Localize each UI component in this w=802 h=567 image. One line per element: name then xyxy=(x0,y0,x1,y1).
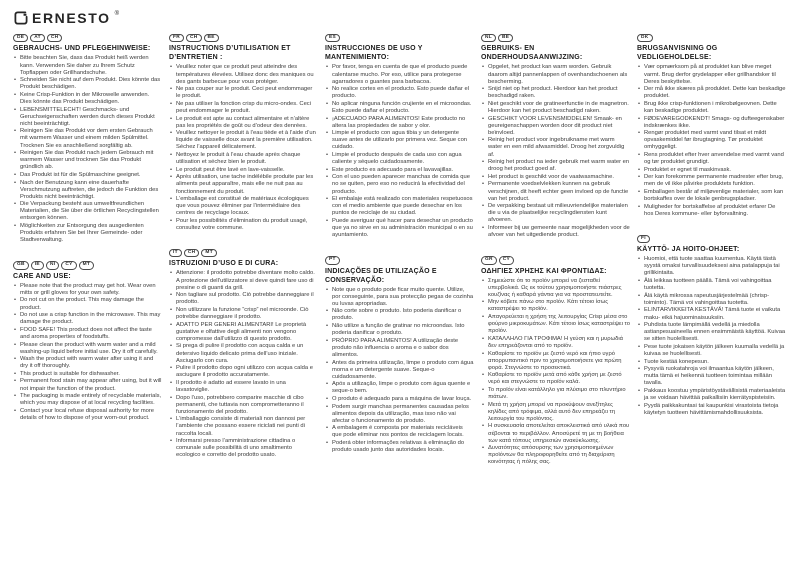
country-code-badge-it: IT xyxy=(169,249,182,257)
instruction-item: • Μετά τη χρήση μπορεί να προκύψουν ανεξίτηλες κηλίδες από τρόφιμα, αλλά αυτό δεν επηρεάζει τη λειτουργία του προϊόντος. xyxy=(481,402,630,423)
instruction-item: • Nettoyez le produit à l’eau chaude après chaque utilisation et séchez bien le produit. xyxy=(169,152,318,166)
instruction-item: • Niet geschikt voor de gratineerfunctie in de magnetron. Hierdoor kan het product beschadigd raken. xyxy=(481,101,630,115)
instruction-item: • Καθαρίστε το προϊόν μετά από κάθε χρήση με ζεστό νερό και στεγνώστε το προϊόν καλά. xyxy=(481,372,630,386)
language-code-badges xyxy=(325,30,474,42)
language-code-badges xyxy=(169,30,318,42)
language-code-badges xyxy=(13,30,162,42)
instruction-item: • Älä leikkaa tuotteen päällä. Tämä voi vahingoittaa tuotetta. xyxy=(637,278,786,292)
instruction-item: • Attenzione: il prodotto potrebbe diventare molto caldo. A protezione dell’utilizzatore si deve quindi fare uso di presine o di guanti da grill. xyxy=(169,270,318,291)
instruction-item: • Após a utilização, limpe o produto com água quente e seque-o bem. xyxy=(325,381,474,395)
instruction-item: • Il prodotto è adatto ad essere lavato in una lavastoviglie. xyxy=(169,380,318,394)
column-3 xyxy=(325,30,474,480)
instruction-item: • Pysyviä ruokatahroja voi ilmaantua käytön jälkeen, mutta tämä ei heikennä tuotteen toimintaa millään tavalla. xyxy=(637,366,786,387)
instruction-item: • No realice cortes en el producto. Esto puede dañar el producto. xyxy=(325,86,474,100)
instruction-item: • Das Produkt ist für die Spülmaschine geeignet. xyxy=(13,172,162,179)
instruction-item: • PRÓPRIO PARA ALIMENTOS! A utilização deste produto não influencia o aroma e o sabor dos alimentos. xyxy=(325,338,474,359)
language-code-badges xyxy=(637,231,786,243)
instruction-item: • Rens produktet efter hver anvendelse med varmt vand og tør produktet grundigt. xyxy=(637,152,786,166)
country-code-badge-be: BE xyxy=(498,34,513,42)
section-heading: BRUGSANVISNING OG VEDLIGEHOLDELSE: xyxy=(637,45,718,62)
instruction-item: • Reinigen Sie das Produkt nach jedem Gebrauch mit warmem Wasser und trocknen Sie das Produkt gründlich ab. xyxy=(13,150,162,171)
instruction-item: • Non tagliare sul prodotto. Ciò potrebbe danneggiare il prodotto. xyxy=(169,292,318,306)
language-code-badges xyxy=(325,252,474,264)
instruction-item: • Rengør produktet med varmt vand tilsat et mildt opvaskemiddel før ibrugtagning. Tør produktet omhyggeligt. xyxy=(637,130,786,151)
language-section-es xyxy=(325,30,474,239)
language-code-badges xyxy=(637,30,786,42)
instruction-item: • A embalagem é composta por materiais recicláveis que pode eliminar nos pontos de reciclagem locais. xyxy=(325,425,474,439)
instruction-item: • Vær opmærksom på at produktet kan blive meget varmt. Brug derfor grydelapper eller grillhandsker til Deres beskyttelse. xyxy=(637,64,786,85)
section-heading: GEBRUIKS- EN ONDERHOUDSAANWIJZING: xyxy=(481,45,583,62)
country-code-badge-mt: MT xyxy=(79,261,95,269)
instruction-item: • L’imballaggio consiste di materiali non dannosi per l’ambiente che possano essere riciclati nei punti di raccolta locali. xyxy=(169,416,318,437)
instruction-item: • Muligheder for bortskaffelse af produktet erfarer De hos Deres kommune- eller byforvaltning. xyxy=(637,204,786,218)
language-section-gb-ie-ni-cy-mt xyxy=(13,257,162,422)
instruction-item: • Δυνατότητες απόσυρσης των χρησιμοποιημένων προϊόντων θα πληροφορηθείτε από τη διαχείριση κοινότητας ή πόλης σας. xyxy=(481,445,630,466)
language-code-badges xyxy=(13,257,162,269)
instruction-item: • This product is suitable for dishwasher. xyxy=(13,371,162,378)
instruction-item: • Après utilisation, une tache indélébile produite par les aliments peut apparaître, mais elle ne nuit pas au fonctionnement du produit. xyxy=(169,174,318,195)
language-section-pt xyxy=(325,252,474,454)
language-section-fi xyxy=(637,231,786,417)
country-code-badge-ie: IE xyxy=(31,261,44,269)
section-heading: ΟΔΗΓΙΕΣ ΧΡΗΣΗΣ ΚΑΙ ΦΡΟΝΤΙΔΑΣ: xyxy=(481,267,607,275)
instruction-item: • ΚΑΤΑΛΛΗΛΟ ΓΙΑ ΤΡΟΦΙΜΑ! Η γεύση και η μυρωδιά δεν επηρεάζονται από το προϊόν. xyxy=(481,336,630,350)
instruction-item: • GESCHIKT VOOR LEVENSMIDDELEN! Smaak- en geureigenschappen worden door dit product niet beïnvloed. xyxy=(481,116,630,137)
instruction-item: • Απαγορεύεται η χρήση της λειτουργίας Crisp μέσα στο φούρνο μικροκυμάτων. Κάτι τέτοιο ίσως καταστρέψει το προϊόν. xyxy=(481,314,630,335)
instruction-item: • Der kan forekomme permanente madrester efter brug, men de vil ikke påvirke produktets funktion. xyxy=(637,174,786,188)
section-heading: INDICAÇÕES DE UTILIZAÇÃO E CONSERVAÇÃO: xyxy=(325,267,437,284)
country-code-badge-fr: FR xyxy=(169,34,184,42)
instruction-item: • Le produit est apte au contact alimentaire et n’altère pas les propriétés de goût ou d’odeur des denrées. xyxy=(169,116,318,130)
instruction-item: • Schneiden Sie nicht auf dem Produkt. Dies könnte das Produkt beschädigen. xyxy=(13,77,162,91)
instruction-item: • Le produit peut être lavé en lave-vaisselle. xyxy=(169,167,318,174)
instruction-item: • Die Verpackung besteht aus umweltfreundlichen Materialien, die Sie über die örtlichen Recyclingstellen entsorgen können. xyxy=(13,201,162,222)
instruction-item: • Snijd niet op het product. Hierdoor kan het product beschadigd raken. xyxy=(481,86,630,100)
instruction-item: • Bitte beachten Sie, dass das Produkt heiß werden kann. Verwenden Sie daher zu Ihrem Schutz Topflappen oder Grillhandschuhe. xyxy=(13,55,162,76)
instruction-item: • De verpakking bestaat uit milieuvriendelijke materialen die u via de plaatselijke recyclingdiensten kunt afvoeren. xyxy=(481,203,630,224)
column-5 xyxy=(637,30,786,480)
instruction-item: • Tuote kestää konepesun. xyxy=(637,359,786,366)
section-heading: KÄYTTÖ- JA HOITO-OHJEET: xyxy=(637,246,740,254)
instruction-item: • Permanent food stain may appear after using, but it will not impair the function of the product. xyxy=(13,378,162,392)
instruction-item: • Ne pas utiliser la fonction crisp du micro-ondes. Ceci peut endommager le produit. xyxy=(169,101,318,115)
brand-name: ERNESTO xyxy=(32,10,111,26)
country-code-badge-be: BE xyxy=(204,34,219,42)
instruction-item: • Antes da primeira utilização, limpe o produto com água morna e um detergente suave. Seque-o cuidadosamente. xyxy=(325,360,474,381)
instruction-item: • Note que o produto pode ficar muito quente. Utilize, por conseguinte, para sua protecção pegas de cozinha ou luvas apropriadas. xyxy=(325,287,474,308)
instruction-item: • Não corte sobre o produto. Isto poderia danificar o produto. xyxy=(325,308,474,322)
instruction-item: • Älä käytä mikrossa rapeutusjärjestelmää (chrisp-toiminto). Tämä voi vahingoittaa tuotetta. xyxy=(637,293,786,307)
instruction-item: • Please clean the product with warm water and a mild washing-up liquid before initial use. Dry it off carefully. xyxy=(13,342,162,356)
country-code-badge-ch: CH xyxy=(47,34,63,42)
instruction-item: • Η συσκευασία αποτελείται αποκλειστικά από υλικά που σέβονται το περιβάλλον. Αποσύρετέ τη με τη βοήθεια των κατά τόπους υπηρεσιών ανακύκλωσης. xyxy=(481,423,630,444)
section-heading: GEBRAUCHS- UND PFLEGEHINWEISE: xyxy=(13,45,151,53)
instruction-item: • Informeer bij uw gemeente naar mogelijkheden voor de afvoer van het uitgediende product. xyxy=(481,225,630,239)
column-2 xyxy=(169,30,318,480)
instruction-item: • ADATTO PER GENERI ALIMENTARI! Le proprietà gustative e olfattive degli alimenti non vengono compromesse dall’utilizzo di questo prodotto. xyxy=(169,322,318,343)
instruction-item: • Opgelet, het product kan warm worden. Gebruik daarom altijd pannenlappen of ovenhandschoenen als bescherming. xyxy=(481,64,630,85)
column-1 xyxy=(13,30,162,480)
instruction-item: • Si prega di pulire il prodotto con acqua calda e un detersivo liquido delicato prima dell’uso iniziale. Asciugarlo con cura. xyxy=(169,343,318,364)
instruction-item: • Limpie el producto después de cada uso con agua caliente y séquelo cuidadosamente. xyxy=(325,152,474,166)
instruction-item: • Este producto es adecuado para el lavavajillas. xyxy=(325,167,474,174)
country-code-badge-fi: FI xyxy=(637,235,650,243)
section-heading: CARE AND USE: xyxy=(13,272,71,280)
country-code-badge-pt: PT xyxy=(325,256,340,264)
instruction-item: • Σημειώστε ότι το προϊόν μπορεί να ζεσταθεί υπερβολικά. Ως εκ τούτου χρησιμοποιήστε πιάστρες κουζίνας ή καθαρά γάντια για να προστατευτείτε. xyxy=(481,278,630,299)
instruction-item: • Καθαρίστε το προϊόν με ζεστό νερό και ήπιο υγρό απορρυπαντικό πριν το χρησιμοποιήσετε για πρώτη φορά. Στεγνώστε το προσεκτικά. xyxy=(481,351,630,372)
instruction-item: • El embalaje está realizado con materiales respetuosos con el medio ambiente que puede desechar en los puntos de reciclaje de su ciudad. xyxy=(325,196,474,217)
instruction-item: • Do not use a crisp function in the microwave. This may damage the product. xyxy=(13,312,162,326)
ernesto-pot-icon xyxy=(13,10,29,26)
section-heading: INSTRUCCIONES DE USO Y MANTENIMIENTO: xyxy=(325,45,423,62)
instruction-item: • Brug ikke crisp-funktionen i mikrobølgeovnen. Dette kan beskadige produktet. xyxy=(637,101,786,115)
instruction-item: • Der må ikke skæres på produktet. Dette kan beskadige produktet. xyxy=(637,86,786,100)
instruction-item: • L’emballage est constitué de matériaux écologiques que vous pouvez éliminer par l’intermédiaire des centres de recyclage locaux. xyxy=(169,196,318,217)
instruction-item: • Do not cut on the product. This may damage the product. xyxy=(13,297,162,311)
instruction-item: • O produto é adequado para a máquina de lavar louça. xyxy=(325,396,474,403)
instruction-item: • Veuillez noter que ce produit peut atteindre des températures élevées. Utilisez donc des maniques ou des gants barbecue pour vous protéger. xyxy=(169,64,318,85)
language-section-de-at-ch xyxy=(13,30,162,244)
instruction-item: • Pour les possibilités d’élimination du produit usagé, consultez votre commune. xyxy=(169,218,318,232)
country-code-badge-gb: GB xyxy=(13,261,29,269)
country-code-badge-ch: CH xyxy=(184,249,200,257)
instruction-item: • Pulire il prodotto dopo ogni utilizzo con acqua calda e asciugare il prodotto accuratamente. xyxy=(169,365,318,379)
country-code-badge-ni: NI xyxy=(46,261,59,269)
language-section-nl-be xyxy=(481,30,630,239)
instruction-item: • Informarsi presso l’amministrazione cittadina o comunale sulle possibilità di uno smaltimento ecologico e corretto del prodotto usato. xyxy=(169,438,318,459)
instruction-item: • The packaging is made entirely of recyclable materials, which you may dispose of at local recycling facilities. xyxy=(13,393,162,407)
instruction-item: • Please note that the product may get hot. Wear oven mitts or grill gloves for your own safety. xyxy=(13,283,162,297)
instruction-item: • No aplicar ninguna función crujiente en el microondas. Esto puede dañar el producto. xyxy=(325,101,474,115)
instruction-item: • Pakkaus koostuu ympäristöystävällisistä materiaaleista ja se voidaan hävittää paikallisiin kierrätyspisteisiin. xyxy=(637,388,786,402)
language-code-badges xyxy=(169,245,318,257)
language-columns xyxy=(13,30,786,480)
instruction-item: • FØDEVAREGODKENDT! Smags- og dufteegenskaber indskrænkes ikke. xyxy=(637,116,786,130)
instruction-item: • Poderá obter informações relativas à eliminação do produto usado junto das autoridades locais. xyxy=(325,440,474,454)
instruction-item: • Het product is geschikt voor de vaatwasmachine. xyxy=(481,174,630,181)
country-code-badge-ch: CH xyxy=(186,34,202,42)
instruction-item: • Pyydä paikkakuntasi tai kaupunkisi virastoista tietoja käytetyn tuotteen hävittämismahdollisuuksista. xyxy=(637,403,786,417)
instruction-item: • Produktet er egnet til maskinvask. xyxy=(637,167,786,174)
instruction-item: • Μην κόβετε πάνω στο προϊόν. Κάτι τέτοιο ίσως καταστρέψει το προϊόν. xyxy=(481,299,630,313)
instruction-item: • Reinig het product na ieder gebruik met warm water en droog het product goed af. xyxy=(481,159,630,173)
instruction-item: • ELINTARVIKKEITA KESTÄVÄ! Tämä tuote ei vaikuta maku- eikä hajuominaisuuksiin. xyxy=(637,307,786,321)
instruction-item: • Non utilizzare la funzione “crisp” nel microonde. Ciò potrebbe danneggiare il prodotto. xyxy=(169,307,318,321)
instruction-item: • Puhdista tuote lämpimällä vedellä ja miedolla astianpesuaineella ennen ensimmäistä käyttöä. Kuivaa se sitten huolellisesti. xyxy=(637,322,786,343)
instruction-item: • Huomioi, että tuote saattaa kuumentua. Käytä tästä syystä omaksi turvallisuudeksesi aina patalappuja tai grillikintaita. xyxy=(637,256,786,277)
instruction-item: • Reinigen Sie das Produkt vor dem ersten Gebrauch mit warmem Wasser und einem milden Spülmittel. Trocknen Sie es anschließend sorgfältig ab. xyxy=(13,128,162,149)
country-code-badge-nl: NL xyxy=(481,34,496,42)
instruction-item: • Contact your local refuse disposal authority for more details of how to dispose of your worn-out product. xyxy=(13,408,162,422)
instruction-item: • Podem surgir manchas permanentes causadas pelos alimentos depois da utilização, mas isso não vai afectar o funcionamento do produto. xyxy=(325,404,474,425)
country-code-badge-dk: DK xyxy=(637,34,653,42)
section-heading: ISTRUZIONI D’USO E DI CURA: xyxy=(169,260,279,268)
country-code-badge-de: DE xyxy=(13,34,28,42)
country-code-badge-at: AT xyxy=(30,34,45,42)
instruction-item: • Con el uso pueden aparecer manchas de comida que no se quiten, pero eso no reducirá la efectividad del producto. xyxy=(325,174,474,195)
instruction-item: • Veuillez nettoyer le produit à l’eau tiède et à l’aide d’un liquide de vaisselle doux avant la première utilisation. Séchez l’appareil délicatement. xyxy=(169,130,318,151)
country-code-badge-cy: CY xyxy=(499,256,514,264)
instruction-item: • Wash the product with warm water after using it and dry it off thoroughly. xyxy=(13,356,162,370)
instruction-item: • FOOD SAFE! This product does not affect the taste and aroma properties of foodstuffs. xyxy=(13,327,162,341)
country-code-badge-es: ES xyxy=(325,34,340,42)
instruction-item: • Emballagen består af miljøvenlige materialer, som kan bortskaffes over de lokale genbrugspladser. xyxy=(637,189,786,203)
language-section-it-ch-mt xyxy=(169,245,318,459)
instruction-item: • Limpie el producto con agua tibia y un detergente suave antes de utilizarlo por primera vez. Seque con cuidado. xyxy=(325,130,474,151)
instruction-item: • Dopo l’uso, potrebbero comparire macchie di cibo permanenti, che tuttavia non comprometteranno il funzionamento del prodotto. xyxy=(169,395,318,416)
instruction-item: • Permanente voedselvlekken kunnen na gebruik verschijnen, dit heeft echter geen invloed op de functie van het product. xyxy=(481,181,630,202)
instruction-item: • Möglichkeiten zur Entsorgung des ausgedienten Produkts erfahren Sie bei Ihrer Gemeinde- oder Stadtverwaltung. xyxy=(13,223,162,244)
instruction-item: • ¡ADECUADO PARA ALIMENTOS! Este producto no altera las propiedades de sabor y olor. xyxy=(325,116,474,130)
brand-logo xyxy=(13,10,119,26)
instruction-item: • Το προϊόν είναι κατάλληλο για πλύσιμο στο πλυντήριο πιάτων. xyxy=(481,387,630,401)
country-code-badge-gr: GR xyxy=(481,256,497,264)
language-section-fr-ch-be xyxy=(169,30,318,232)
instruction-item: • Por favor, tenga en cuenta de que el producto puede calentarse mucho. Por eso, utilice para protegerse agarradores o guantes para barbacoa. xyxy=(325,64,474,85)
language-section-dk xyxy=(637,30,786,218)
instruction-item: • Ne pas couper sur le produit. Ceci peut endommager le produit. xyxy=(169,86,318,100)
language-code-badges xyxy=(481,252,630,264)
instruction-item: • LEBENSMITTELECHT! Geschmacks- und Geruchseigenschaften werden durch dieses Produkt nicht beeinträchtigt. xyxy=(13,107,162,128)
instruction-item: • Reinig het product voor ingebruikname met warm water en een mild afwasmiddel. Droog het zorgvuldig af. xyxy=(481,137,630,158)
instruction-item: • Não utilize a função de gratinar no microondas. Isto poderia danificar o produto. xyxy=(325,323,474,337)
section-heading: INSTRUCTIONS D’UTILISATION ET D’ENTRETIEN : xyxy=(169,45,291,62)
instruction-item: • Puede averiguar qué hacer para desechar un producto que ya no sirve en su administración municipal o en su ayuntamiento. xyxy=(325,218,474,239)
country-code-badge-mt: MT xyxy=(201,249,217,257)
instruction-item: • Keine Crisp-Funktion in der Mikrowelle anwenden. Dies könnte das Produkt beschädigen. xyxy=(13,92,162,106)
language-code-badges xyxy=(481,30,630,42)
country-code-badge-cy: CY xyxy=(61,261,76,269)
instruction-item: • Nach der Benutzung kann eine dauerhafte Verschmutzung auftreten, die jedoch die Funktion des Produkts nicht beeinträchtigt. xyxy=(13,180,162,201)
registered-mark: ® xyxy=(114,11,120,17)
column-4 xyxy=(481,30,630,480)
language-section-gr-cy xyxy=(481,252,630,466)
instruction-item: • Pese tuote jokaisen käytön jälkeen kuumalla vedellä ja kuivaa se huolellisesti. xyxy=(637,344,786,358)
